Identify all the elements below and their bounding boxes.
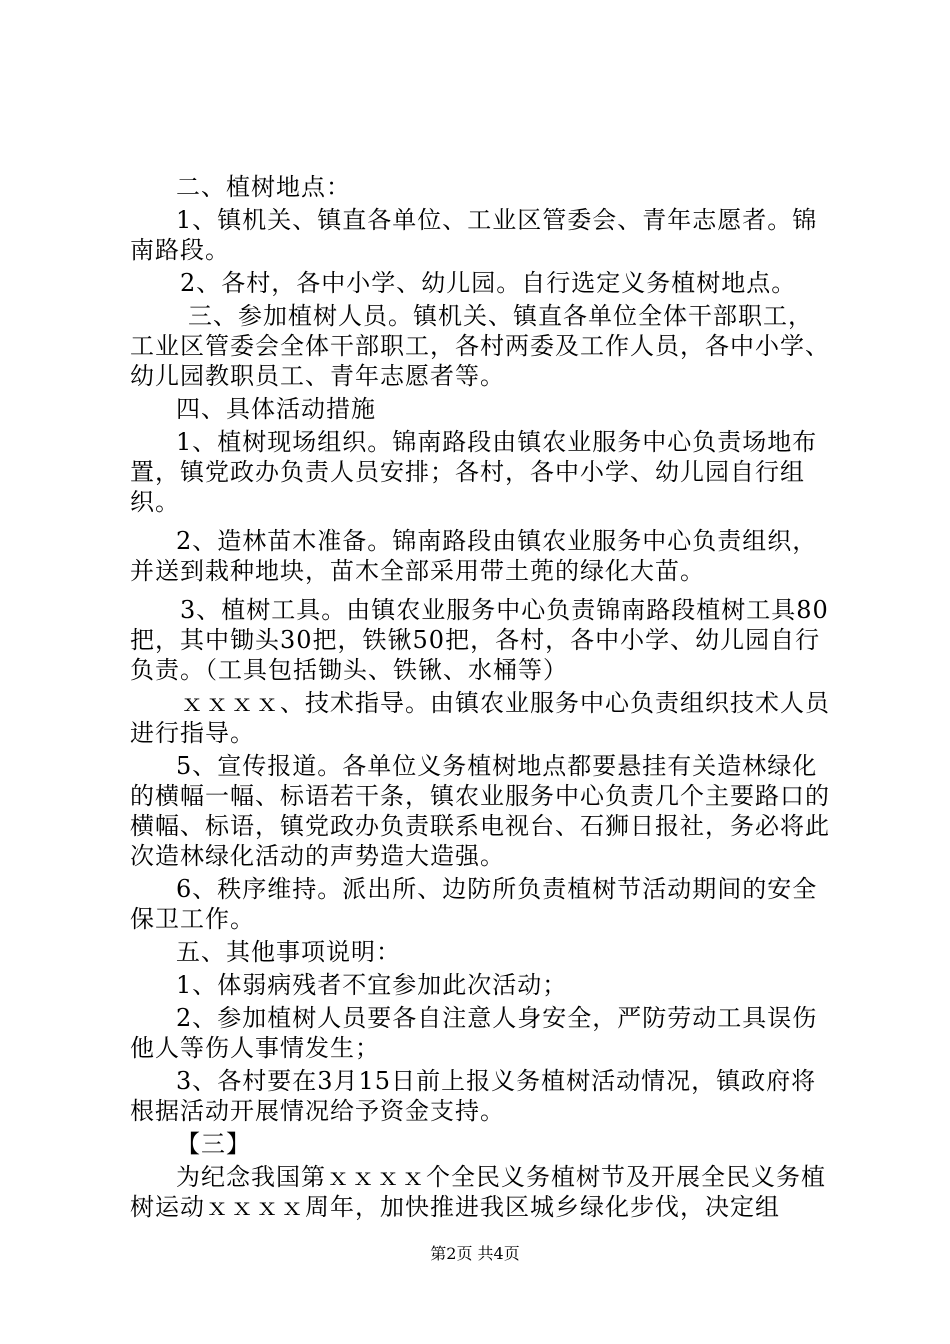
paragraph: 1、体弱病残者不宜参加此次活动； <box>176 971 568 999</box>
paragraph: 3、各村要在3月15日前上报义务植树活动情况，镇政府将根据活动开展情况给予资金支持。 <box>130 1067 817 1125</box>
paragraph: 为纪念我国第ｘｘｘｘ个全民义务植树节及开展全民义务植树运动ｘｘｘｘ周年，加快推进我区城乡绿化步伐，决定组 <box>130 1163 826 1221</box>
paragraph: ｘｘｘｘ、技术指导。由镇农业服务中心负责组织技术人员进行指导。 <box>130 689 830 747</box>
section-marker: 【三】 <box>176 1130 251 1158</box>
paragraph: 2、造林苗木准备。锦南路段由镇农业服务中心负责组织，并送到栽种地块，苗木全部采用带土蔸的绿化大苗。 <box>130 527 818 585</box>
section-heading-other-notes: 五、其他事项说明： <box>176 938 401 966</box>
paragraph: 三、参加植树人员。镇机关、镇直各单位全体干部职工，工业区管委会全体干部职工，各村两委及工作人员，各中小学、幼儿园教职员工、青年志愿者等。 <box>130 302 830 390</box>
paragraph: 2、各村，各中小学、幼儿园。自行选定义务植树地点。 <box>180 269 797 297</box>
document-body <box>130 172 830 1222</box>
page-footer: 第2页 共4页 <box>430 1244 520 1263</box>
paragraph: 5、宣传报道。各单位义务植树地点都要悬挂有关造林绿化的横幅一幅、标语若干条，镇农业服务中心负责几个主要路口的横幅、标语，镇党政办负责联系电视台、石狮日报社，务必将此次造林绿化活动的声势造大造强。 <box>130 752 830 870</box>
paragraph: 6、秩序维持。派出所、边防所负责植树节活动期间的安全保卫工作。 <box>130 875 818 933</box>
section-heading-measures: 四、具体活动措施 <box>176 395 376 423</box>
paragraph: 2、参加植树人员要各自注意人身安全，严防劳动工具误伤他人等伤人事情发生； <box>130 1004 818 1062</box>
paragraph: 3、植树工具。由镇农业服务中心负责锦南路段植树工具80把，其中锄头30把，铁锹50把，各村，各中小学、幼儿园自行负责。（工具包括锄头、铁锹、水桶等） <box>130 596 829 684</box>
paragraph: 1、镇机关、镇直各单位、工业区管委会、青年志愿者。锦南路段。 <box>130 206 818 264</box>
paragraph: 1、植树现场组织。锦南路段由镇农业服务中心负责场地布置，镇党政办负责人员安排；各村，各中小学、幼儿园自行组织。 <box>130 428 818 516</box>
section-heading-planting-location: 二、植树地点： <box>176 173 351 201</box>
